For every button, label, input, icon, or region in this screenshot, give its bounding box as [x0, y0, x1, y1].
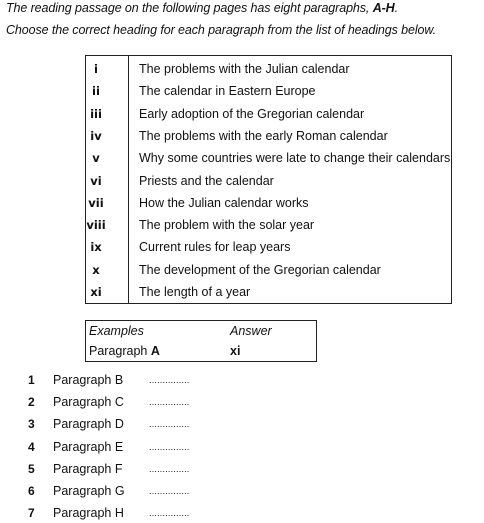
question-paragraph: Paragraph H	[53, 506, 124, 521]
heading-text: The development of the Gregorian calendar	[139, 262, 381, 277]
heading-row	[86, 214, 451, 236]
instruction-text: The reading passage on the following pages has eight paragraphs,	[6, 1, 373, 15]
question-paragraph: Paragraph C	[53, 395, 124, 410]
heading-number: ii	[92, 84, 100, 99]
question-number: 7	[28, 506, 35, 521]
question-row	[0, 392, 300, 412]
question-row	[0, 370, 300, 390]
heading-number: x	[92, 262, 100, 277]
example-answer: xi	[230, 344, 241, 358]
heading-number: i	[94, 62, 98, 76]
heading-text: Current rules for leap years	[139, 240, 291, 255]
paragraph-range: A-H	[372, 1, 395, 15]
heading-row	[86, 192, 451, 214]
heading-row	[86, 259, 451, 281]
heading-number: iv	[90, 128, 102, 143]
instruction-line-2: Choose the correct heading for each paragraph from the list of headings below.	[6, 23, 436, 37]
instruction-line-1	[6, 1, 398, 15]
instruction-period: .	[394, 1, 398, 15]
answer-blank[interactable]: ...............	[149, 486, 190, 496]
question-paragraph: Paragraph E	[53, 439, 124, 454]
heading-row	[86, 236, 451, 258]
heading-text: Early adoption of the Gregorian calendar	[139, 106, 365, 121]
question-paragraph: Paragraph F	[53, 461, 123, 476]
heading-text: The problems with the early Roman calendar	[139, 128, 388, 143]
answer-blank[interactable]: ...............	[149, 397, 190, 408]
example-paragraph-letter: A	[150, 344, 160, 358]
heading-row	[86, 103, 451, 125]
question-row	[0, 437, 300, 457]
heading-text: The problem with the solar year	[139, 218, 315, 233]
heading-number: xi	[90, 285, 102, 299]
question-row	[0, 414, 300, 434]
question-row	[0, 503, 300, 523]
heading-row	[86, 281, 451, 303]
heading-number: iii	[90, 106, 102, 121]
question-row	[0, 459, 300, 479]
question-number: 1	[28, 373, 35, 387]
answer-blank[interactable]: ...............	[149, 441, 190, 452]
example-paragraph-word: Paragraph	[89, 344, 151, 358]
examples-box	[85, 320, 317, 362]
heading-number: ix	[90, 240, 102, 255]
heading-number: vi	[90, 173, 102, 188]
heading-text: Why some countries were late to change their calendars	[139, 151, 451, 166]
question-paragraph: Paragraph G	[53, 484, 125, 498]
answer-blank[interactable]: ...............	[149, 508, 190, 519]
heading-text: The length of a year	[139, 285, 251, 299]
heading-text: The problems with the Julian calendar	[139, 62, 350, 76]
list-of-headings	[85, 55, 452, 304]
answer-blank[interactable]: ...............	[149, 419, 190, 430]
examples-label: Examples	[89, 324, 144, 338]
heading-row	[86, 170, 451, 192]
heading-text: How the Julian calendar works	[139, 195, 309, 210]
heading-number: viii	[86, 218, 106, 233]
answer-blank[interactable]: ...............	[149, 375, 190, 385]
question-number: 2	[28, 395, 35, 410]
question-number: 3	[28, 417, 35, 432]
heading-row	[86, 147, 451, 169]
heading-row	[86, 80, 451, 102]
answer-blank[interactable]: ...............	[149, 463, 190, 474]
question-number: 6	[28, 484, 35, 498]
heading-row	[86, 58, 451, 80]
heading-row	[86, 125, 451, 147]
question-row	[0, 481, 300, 501]
heading-number: vii	[88, 195, 104, 210]
question-paragraph: Paragraph D	[53, 417, 124, 432]
heading-text: Priests and the calendar	[139, 173, 274, 188]
question-number: 4	[28, 439, 35, 454]
answer-label: Answer	[230, 324, 272, 338]
heading-number: v	[92, 151, 100, 166]
example-paragraph	[89, 344, 160, 358]
question-number: 5	[28, 461, 35, 476]
question-paragraph: Paragraph B	[53, 373, 124, 387]
heading-text: The calendar in Eastern Europe	[139, 84, 316, 99]
